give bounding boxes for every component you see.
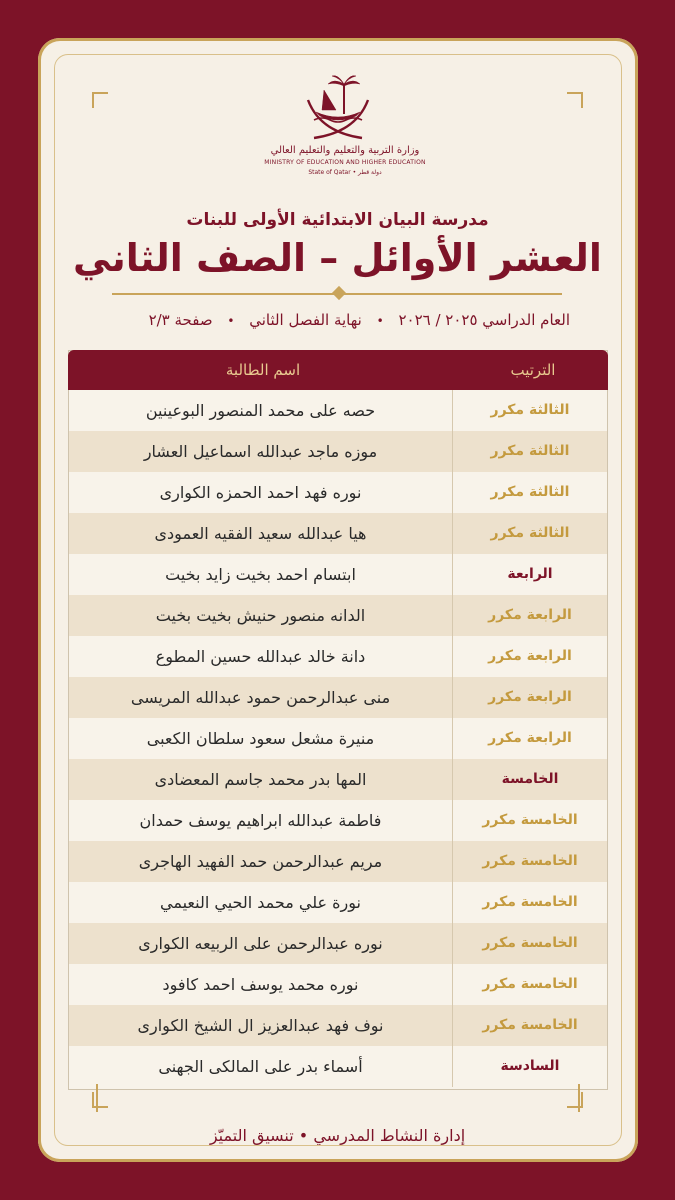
meta-separator: • xyxy=(376,314,384,328)
column-header-rank: الترتيب xyxy=(510,361,556,379)
table-row xyxy=(69,636,607,677)
name-cell: مريم عبدالرحمن حمد الفهيد الهاجرى xyxy=(138,852,383,871)
column-header-name: اسم الطالبة xyxy=(225,361,301,379)
name-cell: نوف فهد عبدالعزيز ال الشيخ الكوارى xyxy=(137,1016,384,1035)
ministry-name-english: MINISTRY OF EDUCATION AND HIGHER EDUCATION xyxy=(264,159,426,166)
rank-cell: السادسة xyxy=(452,1046,607,1087)
rank-cell: الثالثة مكرر xyxy=(452,390,607,431)
table-row xyxy=(69,390,607,431)
rank-cell: الرابعة xyxy=(452,554,607,595)
academic-year: العام الدراسي ٢٠٢٥ / ٢٠٢٦ xyxy=(398,311,570,329)
rank-cell: الثالثة مكرر xyxy=(452,513,607,554)
table-row xyxy=(69,923,607,964)
name-cell: موزه ماجد عبدالله اسماعيل العشار xyxy=(143,442,378,461)
table-row xyxy=(69,1046,607,1087)
table-row xyxy=(69,964,607,1005)
name-cell: نوره عبدالرحمن على الربيعه الكوارى xyxy=(138,934,383,953)
table-row xyxy=(69,595,607,636)
name-cell: دانة خالد عبدالله حسين المطوع xyxy=(155,647,366,666)
state-label: State of Qatar • دولة قطر xyxy=(308,169,382,176)
table-row xyxy=(69,759,607,800)
ornament-tick xyxy=(578,1084,580,1112)
ministry-name xyxy=(230,145,460,176)
table-row xyxy=(69,1005,607,1046)
ornament-tick xyxy=(96,1084,98,1112)
table-row xyxy=(69,513,607,554)
rank-cell: الثالثة مكرر xyxy=(452,431,607,472)
name-cell: نوره محمد يوسف احمد كافود xyxy=(162,975,359,994)
table-row xyxy=(69,800,607,841)
honors-table xyxy=(68,350,608,1090)
table-row xyxy=(69,472,607,513)
page-title: العشر الأوائل – الصف الثاني xyxy=(73,236,602,280)
name-cell: منى عبدالرحمن حمود عبدالله المريسى xyxy=(130,688,391,707)
ministry-name-arabic: وزارة التربية والتعليم والتعليم العالي xyxy=(270,145,420,156)
rank-cell: الخامسة xyxy=(452,759,607,800)
table-row xyxy=(69,882,607,923)
name-cell: أسماء بدر على المالكى الجهنى xyxy=(158,1057,363,1076)
table-row xyxy=(69,718,607,759)
table-row xyxy=(69,841,607,882)
name-cell: ابتسام احمد بخيت زايد بخيت xyxy=(165,565,356,584)
table-row xyxy=(69,554,607,595)
rank-cell: الثالثة مكرر xyxy=(452,472,607,513)
name-cell: الدانه منصور حنيش بخيت بخيت xyxy=(155,606,366,625)
name-cell: نورة علي محمد الحيي النعيمي xyxy=(160,893,361,912)
page-number: صفحة ٢/٣ xyxy=(148,311,213,329)
term-label: نهاية الفصل الثاني xyxy=(249,311,362,329)
meta-line xyxy=(100,311,570,329)
rank-cell: الرابعة مكرر xyxy=(452,677,607,718)
rank-cell: الرابعة مكرر xyxy=(452,636,607,677)
table-row xyxy=(69,431,607,472)
corner-ornament xyxy=(92,1092,108,1108)
meta-separator: • xyxy=(227,314,235,328)
rank-cell: الخامسة مكرر xyxy=(452,882,607,923)
name-cell: حصه على محمد المنصور البوعينين xyxy=(145,401,376,420)
footer-text: إدارة النشاط المدرسي • تنسيق التميّز xyxy=(209,1126,466,1145)
corner-ornament xyxy=(567,92,583,108)
name-cell: المها بدر محمد جاسم المعضادى xyxy=(154,770,367,789)
corner-ornament xyxy=(567,1092,583,1108)
rank-cell: الخامسة مكرر xyxy=(452,964,607,1005)
rank-cell: الخامسة مكرر xyxy=(452,841,607,882)
name-cell: منيرة مشعل سعود سلطان الكعبى xyxy=(146,729,375,748)
name-cell: فاطمة عبدالله ابراهيم يوسف حمدان xyxy=(139,811,382,830)
rank-cell: الرابعة مكرر xyxy=(452,718,607,759)
ministry-emblem-icon xyxy=(300,70,376,142)
rank-cell: الرابعة مكرر xyxy=(452,595,607,636)
rank-cell: الخامسة مكرر xyxy=(452,1005,607,1046)
rank-cell: الخامسة مكرر xyxy=(452,800,607,841)
corner-ornament xyxy=(92,92,108,108)
name-cell: هيا عبدالله سعيد الفقيه العمودى xyxy=(154,524,367,543)
name-cell: نوره فهد احمد الحمزه الكوارى xyxy=(159,483,362,502)
table-body xyxy=(69,390,607,1087)
rank-cell: الخامسة مكرر xyxy=(452,923,607,964)
school-name: مدرسة البيان الابتدائية الأولى للبنات xyxy=(186,210,489,230)
table-row xyxy=(69,677,607,718)
table-header xyxy=(68,350,608,390)
